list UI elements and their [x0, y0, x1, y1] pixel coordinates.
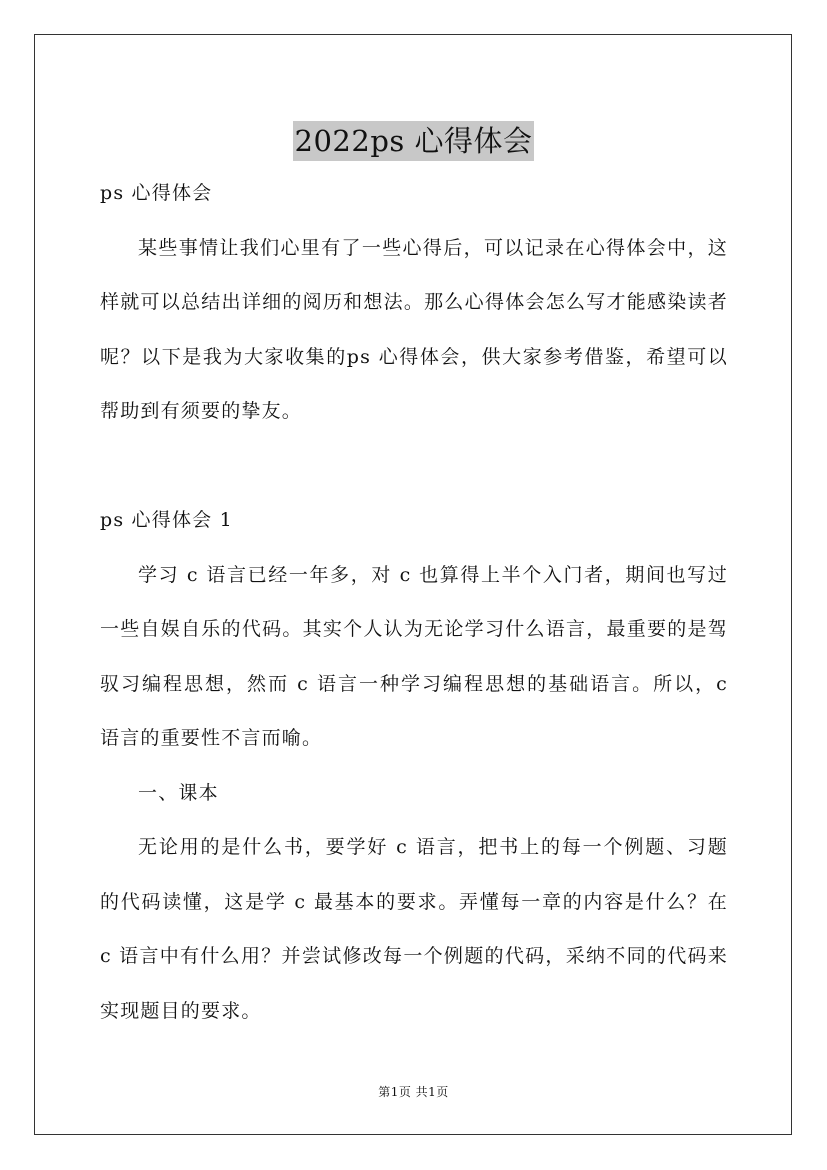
section-paragraph: 无论用的是什么书，要学好 c 语言，把书上的每一个例题、习题的代码读懂，这是学 c 最基本的要求。弄懂每一章的内容是什么？在 c 语言中有什么用？并尝试修改每一个例题的代码，采纳不同的代码来实现题目的要求。 [100, 836, 728, 1022]
document-body [100, 166, 728, 1038]
section-spacer [100, 439, 728, 494]
section-heading: ps 心得体会 1 [100, 509, 233, 531]
subheading: 一、课本 [138, 781, 219, 804]
section-paragraph: 学习 c 语言已经一年多，对 c 也算得上半个入门者，期间也写过一些自娱自乐的代码。其实个人认为无论学习什么语言，最重要的是驾驭习编程思想，然而 c 语言一种学习编程思想的基础语言。所以，c 语言的重要性不言而喻。 [100, 563, 728, 749]
page-footer: 第1页 共1页 [378, 1085, 449, 1099]
intro-paragraph: 某些事情让我们心里有了一些心得后，可以记录在心得体会中，这样就可以总结出详细的阅历和想法。那么心得体会怎么写才能感染读者呢？以下是我为大家收集的ps 心得体会，供大家参考借鉴，希望可以帮助到有须要的挚友。 [100, 236, 728, 422]
document-title: 2022ps 心得体会 [293, 121, 535, 161]
document-subtitle: ps 心得体会 [100, 182, 213, 204]
